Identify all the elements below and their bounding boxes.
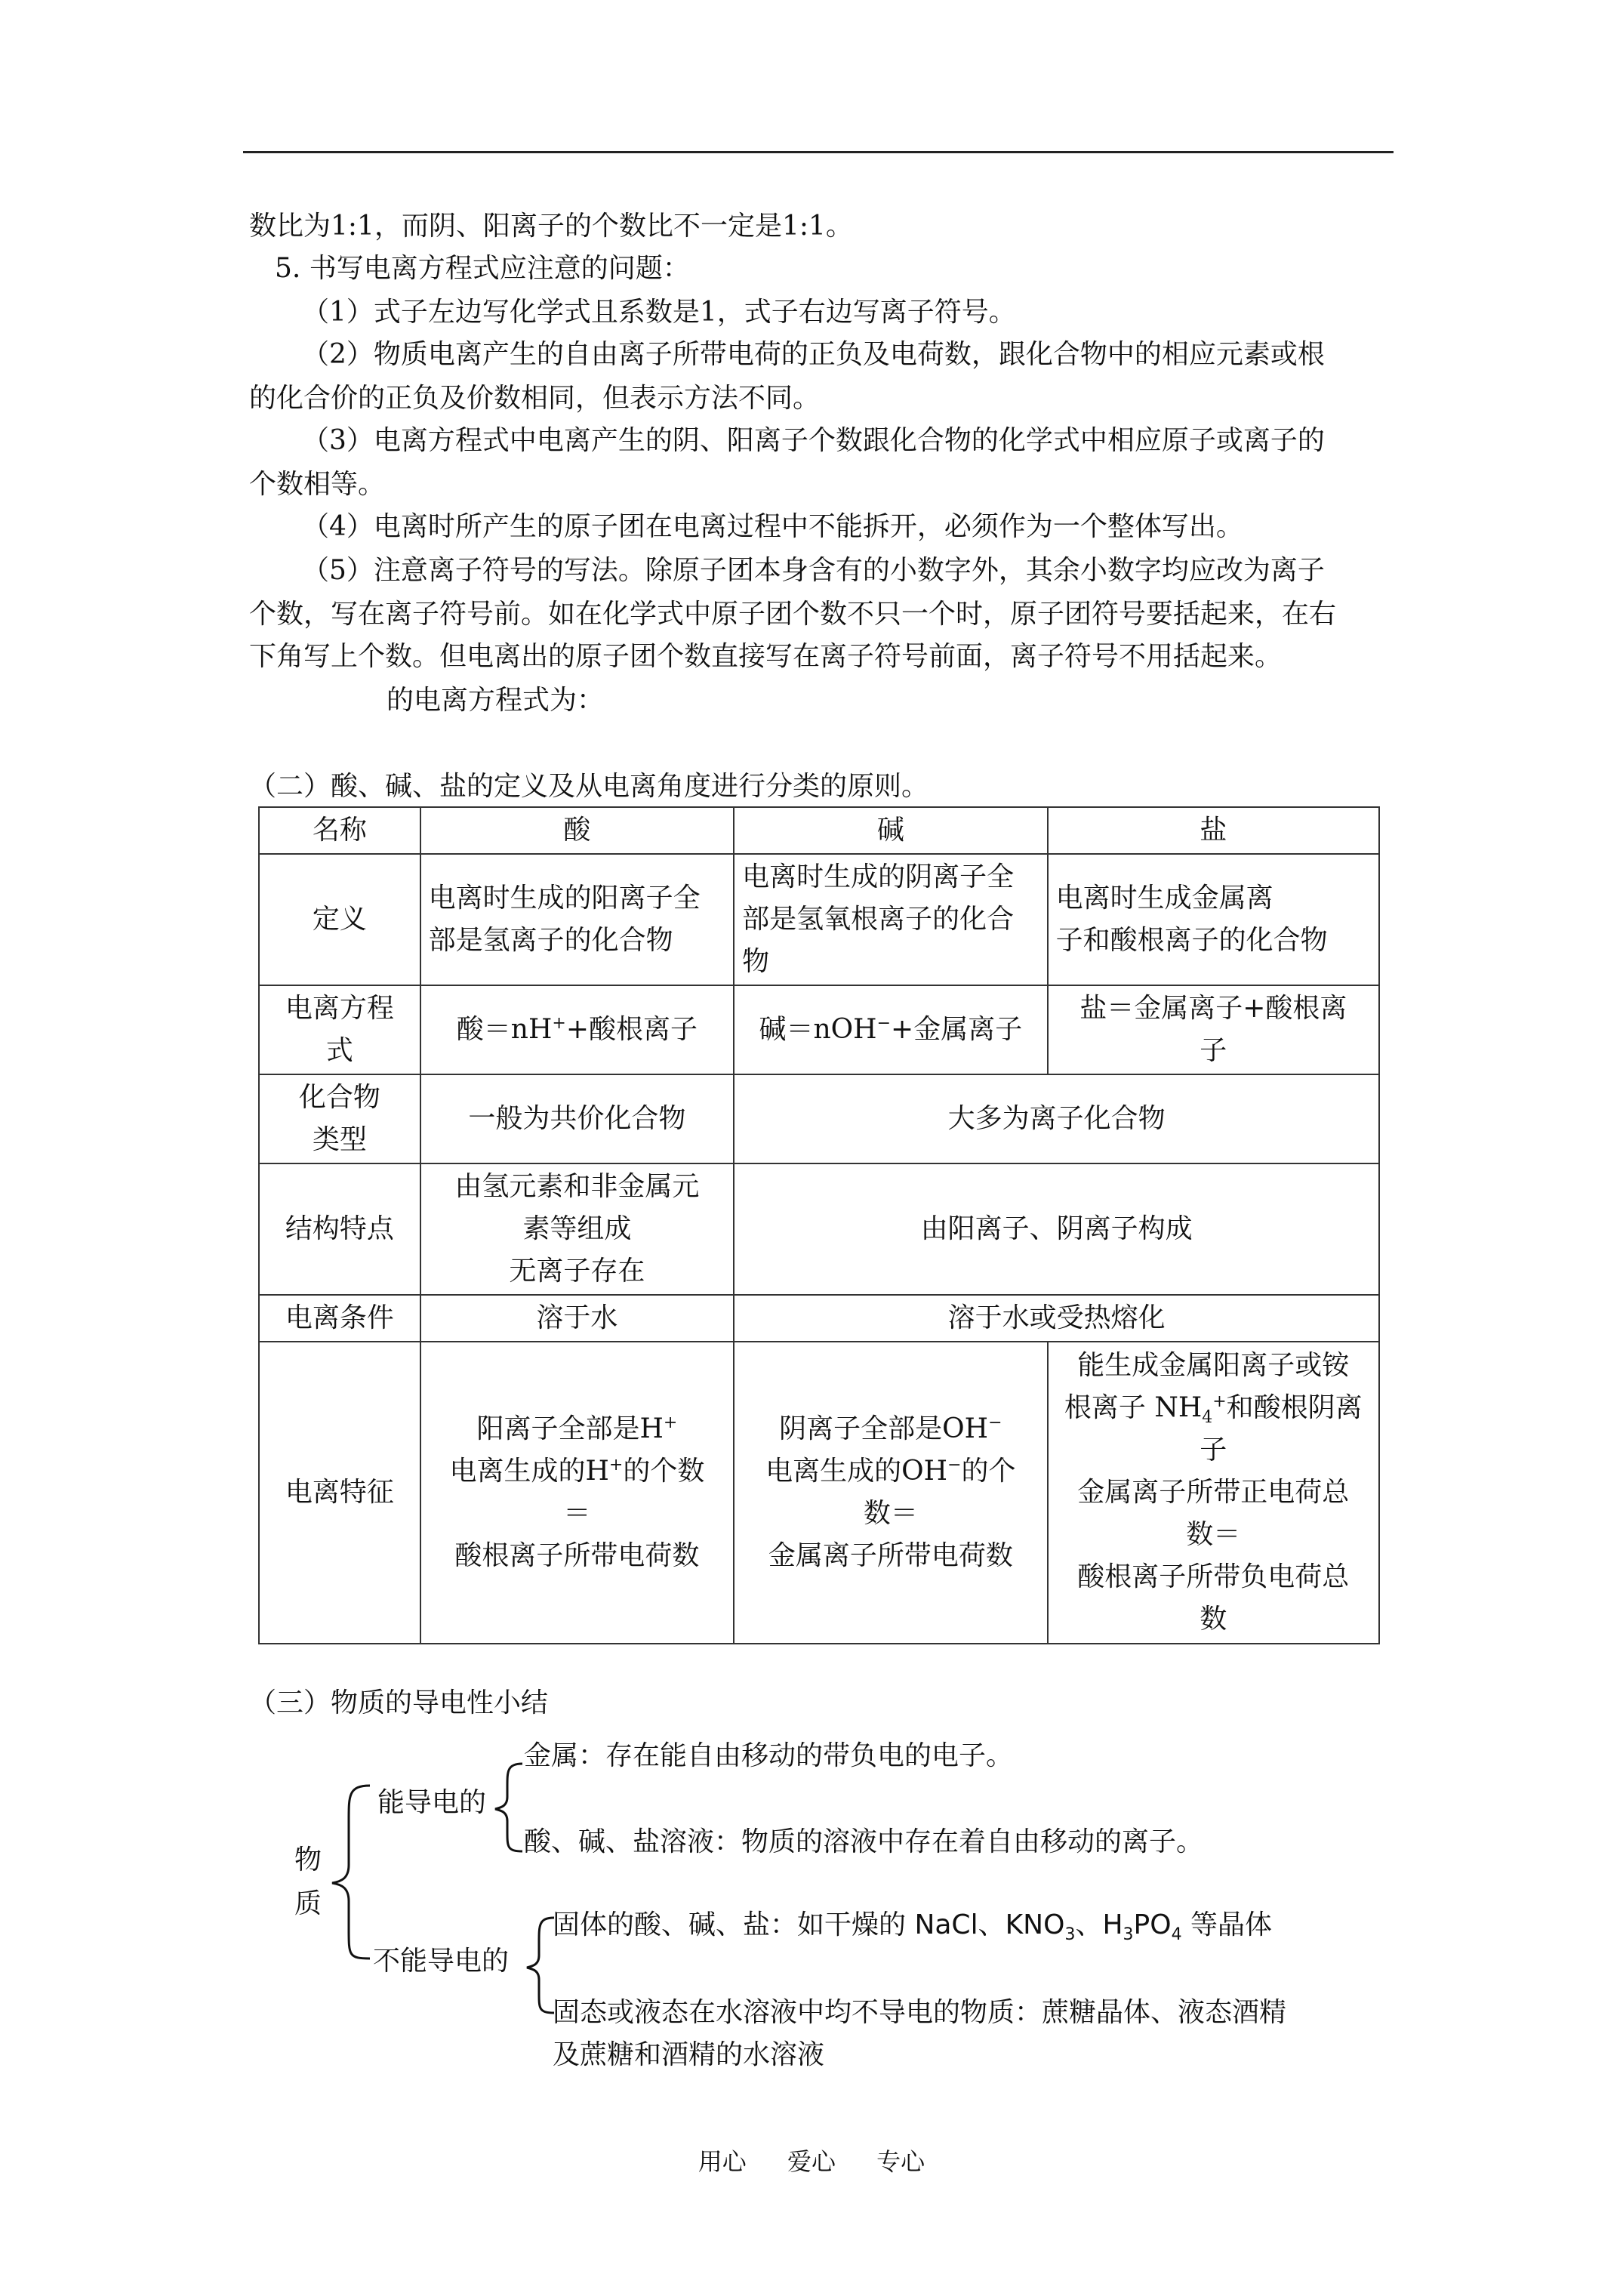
cell-line: 酸根离子所带负电荷总 bbox=[1077, 1561, 1350, 1592]
text-line: 下角写上个数。但电离出的原子团个数直接写在离子符号前面，离子符号不用括起来。 bbox=[249, 641, 1283, 672]
tree-leaf: 酸、碱、盐溶液：物质的溶液中存在着自由移动的离子。 bbox=[524, 1826, 1204, 1857]
superscript: + bbox=[552, 1014, 566, 1033]
tree-branch-conductive: 能导电的 bbox=[377, 1787, 487, 1818]
cell-text: 电离生成的OH bbox=[765, 1456, 948, 1487]
cell-text: +酸根离子 bbox=[565, 1014, 698, 1045]
row-label: 电离条件 bbox=[259, 1295, 420, 1342]
cell-line: 无离子存在 bbox=[509, 1256, 645, 1287]
cell-line: 式 bbox=[325, 1035, 353, 1066]
cell-text: 的个数 bbox=[623, 1456, 705, 1487]
cell-text: 碱＝nOH bbox=[759, 1014, 877, 1045]
text-line: （5）注意离子符号的写法。除原子团本身含有的小数字外，其余小数字均应改为离子 bbox=[302, 555, 1325, 586]
lower-brace bbox=[527, 1918, 554, 2013]
cell-line: 由氢元素和非金属元 bbox=[454, 1171, 700, 1202]
footer-word: 用心 bbox=[698, 2147, 747, 2176]
cell-line: 电离时生成金属离 bbox=[1055, 883, 1273, 914]
superscript: − bbox=[988, 1413, 1002, 1432]
cell-line: 素等组成 bbox=[522, 1213, 632, 1244]
superscript: − bbox=[947, 1456, 962, 1475]
superscript: + bbox=[608, 1456, 624, 1475]
cell-text: 电离生成的H bbox=[449, 1456, 609, 1487]
tree-branch-nonconductive: 不能导电的 bbox=[373, 1946, 510, 1977]
text-line: （3）电离方程式中电离产生的阴、阳离子个数跟化合物的化学式中相应原子或离子的 bbox=[302, 425, 1325, 456]
cell-text: 酸＝nH bbox=[456, 1014, 553, 1045]
leaf-text: 、H bbox=[1075, 1909, 1123, 1940]
text-line: 个数，写在离子符号前。如在化学式中原子团个数不只一个时，原子团符号要括起来，在右 bbox=[249, 599, 1337, 630]
cell-line: 数 bbox=[1200, 1604, 1227, 1635]
text-line: 5. 书写电离方程式应注意的问题： bbox=[275, 253, 690, 284]
cell-text: 的个 bbox=[961, 1456, 1016, 1487]
cell-text: 根离子 NH bbox=[1064, 1392, 1203, 1423]
row-label: 结构特点 bbox=[259, 1163, 420, 1295]
tree-leaf: 金属：存在能自由移动的带负电的电子。 bbox=[524, 1740, 1014, 1771]
cell-line: 酸根离子所带电荷数 bbox=[454, 1540, 700, 1571]
text-line: 的电离方程式为： bbox=[387, 685, 605, 716]
text-line: （4）电离时所产生的原子团在电离过程中不能拆开，必须作为一个整体写出。 bbox=[302, 511, 1243, 542]
cell-line: ＝ bbox=[563, 1498, 591, 1529]
subscript: 3 bbox=[1123, 1925, 1134, 1945]
text-line: （2）物质电离产生的自由离子所带电荷的正负及电荷数，跟化合物中的相应元素或根 bbox=[302, 339, 1325, 370]
table-header: 酸 bbox=[420, 807, 734, 854]
cell-text: 阳离子全部是H bbox=[476, 1413, 664, 1444]
subscript: 4 bbox=[1171, 1925, 1182, 1945]
table-header: 碱 bbox=[734, 807, 1047, 854]
superscript: − bbox=[876, 1014, 892, 1033]
cell-text: 和酸根阴离 bbox=[1226, 1392, 1363, 1423]
text-line: 个数相等。 bbox=[249, 469, 386, 500]
cell-line: 能生成金属阳离子或铵 bbox=[1077, 1350, 1350, 1381]
table-cell: 电离时生成的阴离子全部是氢氧根离子的化合物 bbox=[734, 854, 1047, 985]
page-footer bbox=[0, 2143, 1623, 2177]
cell-line: 子 bbox=[1200, 1035, 1227, 1066]
cell-line: 类型 bbox=[312, 1124, 367, 1155]
superscript: + bbox=[1212, 1392, 1227, 1411]
section-title: （三）物质的导电性小结 bbox=[249, 1687, 549, 1718]
row-label: 电离特征 bbox=[259, 1342, 420, 1644]
table-cell: 电离时生成的阳离子全部是氢离子的化合物 bbox=[420, 854, 734, 985]
subscript: 3 bbox=[1064, 1925, 1076, 1945]
cell-line: 化合物 bbox=[298, 1082, 380, 1113]
text-line: （1）式子左边写化学式且系数是1，式子右边写离子符号。 bbox=[302, 297, 1016, 328]
cell-text: 阴离子全部是OH bbox=[779, 1413, 989, 1444]
leaf-text: 固体的酸、碱、盐：如干燥的 NaCl、KNO bbox=[553, 1909, 1065, 1940]
table-cell: 一般为共价化合物 bbox=[420, 1074, 734, 1163]
leaf-text: 等晶体 bbox=[1181, 1909, 1273, 1940]
footer-word: 爱心 bbox=[787, 2147, 836, 2176]
superscript: + bbox=[663, 1413, 678, 1432]
cell-line: 金属离子所带电荷数 bbox=[768, 1540, 1013, 1571]
cell-line: 电离方程 bbox=[285, 993, 394, 1024]
upper-brace bbox=[495, 1764, 522, 1851]
main-brace bbox=[332, 1786, 370, 1959]
table-cell: 溶于水 bbox=[420, 1295, 734, 1342]
cell-line: 数＝ bbox=[1186, 1519, 1241, 1550]
cell-line: 金属离子所带正电荷总 bbox=[1077, 1477, 1350, 1508]
cell-line: 子 bbox=[1200, 1435, 1227, 1465]
text-line: 数比为1:1，而阴、阳离子的个数比不一定是1:1。 bbox=[249, 211, 853, 242]
tree-leaf: 及蔗糖和酒精的水溶液 bbox=[553, 2039, 825, 2070]
footer-word: 专心 bbox=[876, 2147, 925, 2176]
cell-line: 数＝ bbox=[863, 1498, 918, 1529]
table-cell: 溶于水或受热熔化 bbox=[734, 1295, 1379, 1342]
cell-line: 子和酸根离子的化合物 bbox=[1055, 925, 1328, 956]
section-title: （二）酸、碱、盐的定义及从电离角度进行分类的原则。 bbox=[249, 771, 929, 802]
tree-root: 物 bbox=[294, 1845, 322, 1875]
row-label: 定义 bbox=[259, 854, 420, 985]
tree-leaf: 固态或液态在水溶液中均不导电的物质：蔗糖晶体、液态酒精 bbox=[553, 1997, 1287, 2028]
tree-root: 质 bbox=[294, 1888, 322, 1919]
cell-text: +金属离子 bbox=[891, 1014, 1023, 1045]
tree-leaf bbox=[553, 1904, 1272, 1946]
table-header: 名称 bbox=[259, 807, 420, 854]
cell-line: 盐＝金属离子+酸根离 bbox=[1079, 993, 1347, 1024]
table-cell: 由阳离子、阴离子构成 bbox=[734, 1163, 1379, 1295]
subscript: 4 bbox=[1202, 1408, 1213, 1428]
text-line: 的化合价的正负及价数相同，但表示方法不同。 bbox=[249, 383, 821, 414]
leaf-text: PO bbox=[1133, 1909, 1172, 1940]
table-header: 盐 bbox=[1048, 807, 1379, 854]
table-cell: 大多为离子化合物 bbox=[734, 1074, 1379, 1163]
